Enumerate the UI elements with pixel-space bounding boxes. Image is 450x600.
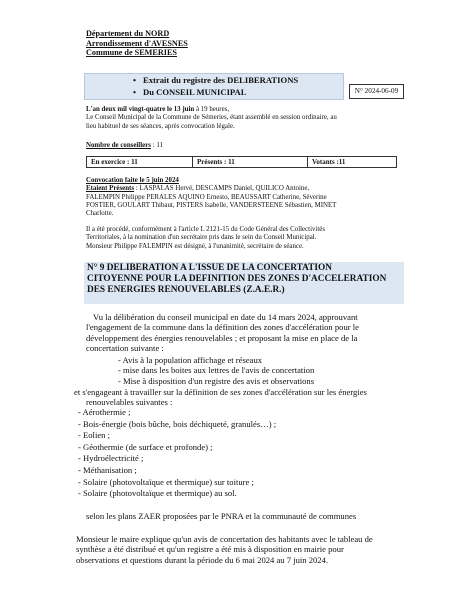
count-presents: Présents : 11 [193,157,308,167]
session-paragraph [86,106,406,131]
engagement-paragraph [74,387,414,408]
commune-label: Commune de SEMERIES [86,48,177,58]
deliberation-title-line-3: DES ENERGIES RENOUVELABLES (Z.A.E.R.) [87,285,285,295]
deliberation-title-line-1: N° 9 DELIBERATION A L'ISSUE DE LA CONCERTATION [87,263,332,273]
presents-label: Etaient Présents [86,185,135,193]
conseillers-value: : 11 [150,142,163,149]
intro-paragraph [86,312,416,354]
closing-line: Monsieur le maire explique qu'un avis de concertation des habitants avec le tableau de [76,534,373,544]
plans-line: selon les plans ZAER proposées par le PNRA et la communauté de communes [86,511,357,521]
list-item: - Méthanisation ; [78,464,137,475]
engagement-line: et s'engageant à travailler sur la définition de ses zones d'accélération sur les énergies [74,387,367,397]
count-votants: Votants :11 [312,158,346,166]
closing-line: synthèse a été distribué et qu'un registre a été mis à disposition en mairie pour [76,544,344,555]
conseillers-count [86,142,163,150]
intro-line: Vu la délibération du conseil municipal en date du 14 mars 2024, approuvant [93,312,358,322]
conseillers-label: Nombre de conseillers [86,142,151,149]
bullet-icon: • [133,75,137,85]
deliberation-number: N° 2024-06-09 [349,84,404,99]
list-item: - Aérothermie ; [78,407,131,417]
energy-list [78,407,276,500]
presents-line-2: FALEMPIN Philippe PERALES AQUINO Ernesto, BEAUSSART Catherine, Séverine [86,193,327,201]
session-line-2: Le Conseil Municipal de la Commune de Sémeries, étant assemblé en session ordinaire, au [86,114,337,122]
intro-line: l'engagement de la commune dans la définition des zones d'accélération pour le [86,322,359,333]
secretaire-line-3: Monsieur Philippe FALEMPIN est désigné, à l'unanimité, secrétaire de séance. [86,242,304,250]
departement-label: Département du NORD [86,29,170,38]
extrait-line-1 [133,75,298,85]
convocation-date: Convocation faite le 5 juin 2024 [86,177,179,184]
arrondissement-label: Arrondissement d'AVESNES [86,38,188,48]
deliberation-title-line-2: CITOYENNE POUR LA DEFINITION DES ZONES D'ACCELERATION [87,274,387,284]
concertation-list [118,355,314,386]
engagement-line: renouvelables suivantes : [86,397,173,408]
convocation-paragraph [86,177,406,218]
session-line-3: lieu habituel de ses séances, après convocation légale. [86,122,235,130]
list-item: - Solaire (photovoltaïque et thermique) sur toiture ; [78,476,254,487]
secretaire-line-2: Territoriales, à la nomination d'un secrétaire pris dans le sein du Conseil Municipal. [86,234,317,242]
conseil-title: Du CONSEIL MUNICIPAL [143,87,247,97]
list-item: - Géothermie (de surface et profonde) ; [78,441,213,452]
list-item: - Hydroélectricité ; [78,453,144,464]
closing-paragraph [76,534,416,565]
count-exercice: En exercice : 11 [87,157,193,167]
list-item: - Bois-énergie (bois bûche, bois déchiqueté, granulés…) ; [78,418,277,429]
secretaire-paragraph [86,226,406,251]
extrait-title: Extrait du registre des DELIBERATIONS [143,75,299,85]
page-header [86,29,188,58]
list-item: - Avis à la population affichage et réseaux [118,355,263,365]
list-item: - Eolien ; [78,430,110,441]
session-time: à 19 heures, [194,106,230,113]
bullet-icon: • [133,87,137,97]
intro-line: développement des énergies renouvelables ; et proposant la mise en place de la [86,332,358,343]
extrait-banner [84,73,344,100]
deliberation-title [84,262,404,304]
list-item: - Mise à disposition d'un registre des avis et observations [118,375,315,386]
extrait-line-2 [133,87,246,97]
counts-table [86,156,397,168]
closing-line: observations et questions durant la période du 6 mai 2024 au 7 juin 2024. [76,554,329,565]
list-item: - Solaire (photovoltaïque et thermique) au sol. [78,488,237,499]
secretaire-line-1: Il a été procédé, conformément à l'article L 2121-15 du Code Général des Collectivités [86,226,326,233]
presents-line-3: FOSTIER, GOULART Thibaut, PISTERS Isabelle, VANDERSTEENE Sébastien, MINET [86,201,337,209]
intro-line: concertation suivante : [86,343,164,354]
presents-line-4: Charlotte. [86,210,114,218]
session-date: L'an deux mil vingt-quatre le 13 juin [86,106,195,113]
presents-line-1: : LASPALAS Hervé, DESCAMPS Daniel, QUILICO Antoine, [134,185,310,193]
list-item: - mise dans les boites aux lettres de l'avis de concertation [118,365,315,376]
